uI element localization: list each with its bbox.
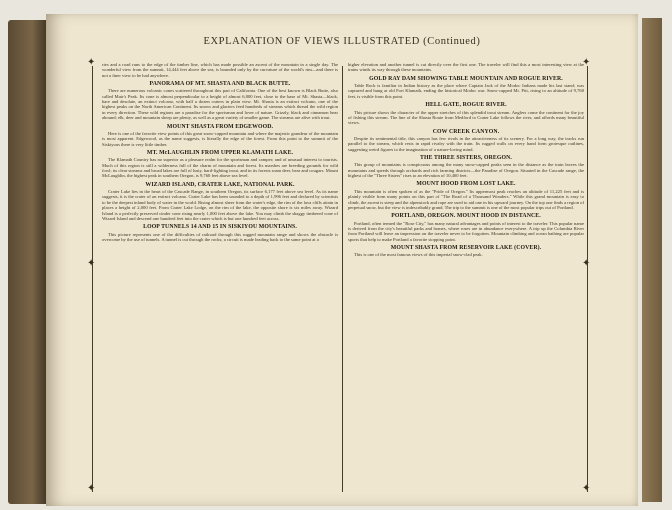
section-heading: MOUNT SHASTA FROM EDGEWOOD.: [166, 123, 274, 130]
section-paragraph: This is one of the most famous views of this imperial snow-clad peak.: [354, 252, 483, 258]
section-paragraph: Despite its sentimental title, this canyon has few rivals in the attractiveness of its scenery. For a long way, the tracks run parallel to the stream, which rests in rapid rivalry with the train. Its rugged walls on every hand form grotesque outlines, suggesting weird figures to the imagination of a nature-loving mind.: [348, 135, 584, 152]
left-text-column: [102, 62, 338, 494]
section-heading: THE THREE SISTERS, OREGON.: [420, 155, 512, 161]
left-border-rule: [92, 66, 93, 492]
book-right-cover: [642, 18, 662, 502]
ornament-mid-right: ✦: [582, 258, 591, 269]
section-paragraph: ries and a road runs to the edge of the timber line, which has made possible an ascent of the mountain in a single day. The wonderful view from the summit, 14,444 feet above the sea, is bounded only by the curvature of the world's rim—and there is not a finer view to be had anywhere.: [102, 62, 338, 78]
section-paragraph: Table Rock is familiar in Indian history as the place where Captain Jack of the Modoc Indians made his last stand; was captured and hung at old Fort Klamath, ending the historical Modoc war. Snow-capped Mt. Pitt, rising to an altitude of 9,760 feet, is visible from this point.: [348, 83, 584, 99]
section-heading: LOOP TUNNELS 14 AND 15 IN SISKIYOU MOUNTAINS.: [143, 224, 297, 231]
book-page: [46, 14, 638, 506]
section-paragraph: This group of mountains is conspicuous among the many snow-capped peaks seen in the distance as the train leaves the mountains and speeds through orchards and rich farming districts—the Paradise of Oregon. Situated in the Cascade range, the highest of the "Three Sisters" rises to an elevation of 10,400 feet.: [348, 162, 584, 179]
section-heading: MOUNT SHASTA FROM RESERVOIR LAKE (COVER).: [390, 245, 542, 251]
section-paragraph: Here is one of the favorite view points of this great snow-capped mountain and where the majestic grandeur of the mountain is most apparent. Edgewood, as the name suggests, is literally the edge of the forest. From this point to the summit of the Siskiyous there is very little timber.: [102, 130, 338, 147]
section-heading: HELL GATE, ROGUE RIVER.: [425, 102, 507, 109]
section-paragraph: higher elevation and another tunnel is cut directly over the first one. The traveler will find this a most interesting view at the trains winds its way through these mountains.: [348, 62, 584, 73]
center-column-rule: [342, 66, 343, 492]
ornament-bottom-right: ✦: [582, 483, 591, 494]
section-heading: MT. McLAUGHLIN FROM UPPER KLAMATH LAKE.: [146, 149, 294, 156]
section-paragraph: This picture shows the character of the upper stretches of this splendid trout stream. Anglers come the continent for the joy of fishing this stream. The line of the Shasta Route from Medford to Crater Lake follows the river, and affords many beautiful views.: [348, 109, 584, 126]
section-heading: PANORAMA OF MT. SHASTA AND BLACK BUTTE.: [149, 81, 291, 88]
section-heading: COW CREEK CANYON.: [432, 128, 500, 135]
section-paragraph: Crater Lake lies in the heart of the Cascade Range, in southern Oregon, its surface 6,177 feet above sea level. As its name suggests, it is the crater of an extinct volcano. Crater Lake has been sounded to a depth of 1,996 feet and declared by scientists to be the deepest inland body of water in the world. Rising almost sheer from the water's edge, the rim of the lava cliffs attain in places a height of 2,000 feet. From Crater Lake Lodge, on the rim of the lake, the opposite shore is six miles away. Wizard Island is a perfectly preserved cinder cone rising nearly 1,000 feet above the lake. You may climb the shaggy timbered cone of Wizard Island and descend one hundred feet into the crater which is but one hundred feet across.: [102, 189, 338, 221]
right-border-rule: [587, 66, 588, 492]
book-left-cover: [8, 20, 48, 504]
section-paragraph: This picture represents one of the difficulties of railroad through this rugged mountain range and shows the obstacle is overcome by the use of tunnels. A tunnel is cut through the rocks; a circuit is made leading back to the same point at a: [102, 231, 338, 242]
right-text-column: [348, 62, 584, 494]
page-title: EXPLANATION OF VIEWS ILLUSTRATED (Continued): [203, 36, 481, 47]
section-paragraph: Portland, often termed the "Rose City," has many natural advantages and points of interest to the traveler. This popular name is derived from the city's beautiful parks and homes, where roses are in abundance everywhere. A trip up the Columbia River from Portland will leave an impression on the traveler never to be forgotten. Mountain climbing and ocean bathing are popular sports that help to make Portland a favorite stopping point.: [348, 220, 584, 242]
section-heading: PORTLAND, OREGON. MOUNT HOOD IN DISTANCE.: [391, 213, 541, 220]
section-heading: WIZARD ISLAND, CRATER LAKE, NATIONAL PARK.: [145, 181, 295, 188]
ornament-bottom-left: ✦: [87, 483, 96, 494]
section-heading: MOUNT HOOD FROM LOST LAKE.: [416, 181, 516, 188]
section-paragraph: The Klamath Country has no superior as a pleasure realm for the sportsman and camper; and of unusual interest to tourists. Much of this region is still a wilderness full of the charm of mountain and forest. Its marshes are breeding grounds for wild fowl; its clear streams and broad lakes are full of lusty, hard-fighting trout, and in its forests roam deer, bear and cougars. Mount McLaughlin, the highest peak in southern Oregon, is 9,760 feet above sea level.: [102, 157, 338, 179]
ornament-mid-left: ✦: [87, 258, 96, 269]
section-paragraph: There are numerous volcanic cones scattered throughout this part of California. One of the best known is Black Butte, also called Muir's Peak. Its cone is almost perpendicular to a height of almost 6,000 feet, close to the base of Mt. Shasta—black, bare and desolate, an extinct volcano, with half a dozen craters in plain view. Mt. Shasta is an extinct volcano, one of the highest peaks on the North American Continent. Its snows and glaciers feed hundreds of streams which thread the wild region in every direction. These wild regions are a paradise for the sportsman and lover of nature. Grizzly, black and cinnamon bear abound; elk, deer and mountain sheep are plenty, as well as a great variety of smaller game. The streams are alive with trout.: [102, 88, 338, 121]
ornament-top-right: ✦: [582, 57, 591, 68]
section-heading: GOLD RAY DAM SHOWING TABLE MOUNTAIN AND ROGUE RIVER.: [369, 75, 563, 82]
ornament-top-left: ✦: [87, 57, 96, 68]
section-paragraph: This mountain is often spoken of as the "Pride of Oregon." Its uppermost peak reaches an altitude of 11,225 feet and is plainly visible from many points on this part of "The Road of a Thousand Wonders." While this grand mountain is easy to climb, the ascent is steep and the alpenstock and rope are used to aid one in his upward journey. On the top one finds a region of perpetual snow, but the view is indescribably grand. The trip to the summit is one of the most popular trips out of Portland.: [348, 188, 584, 210]
